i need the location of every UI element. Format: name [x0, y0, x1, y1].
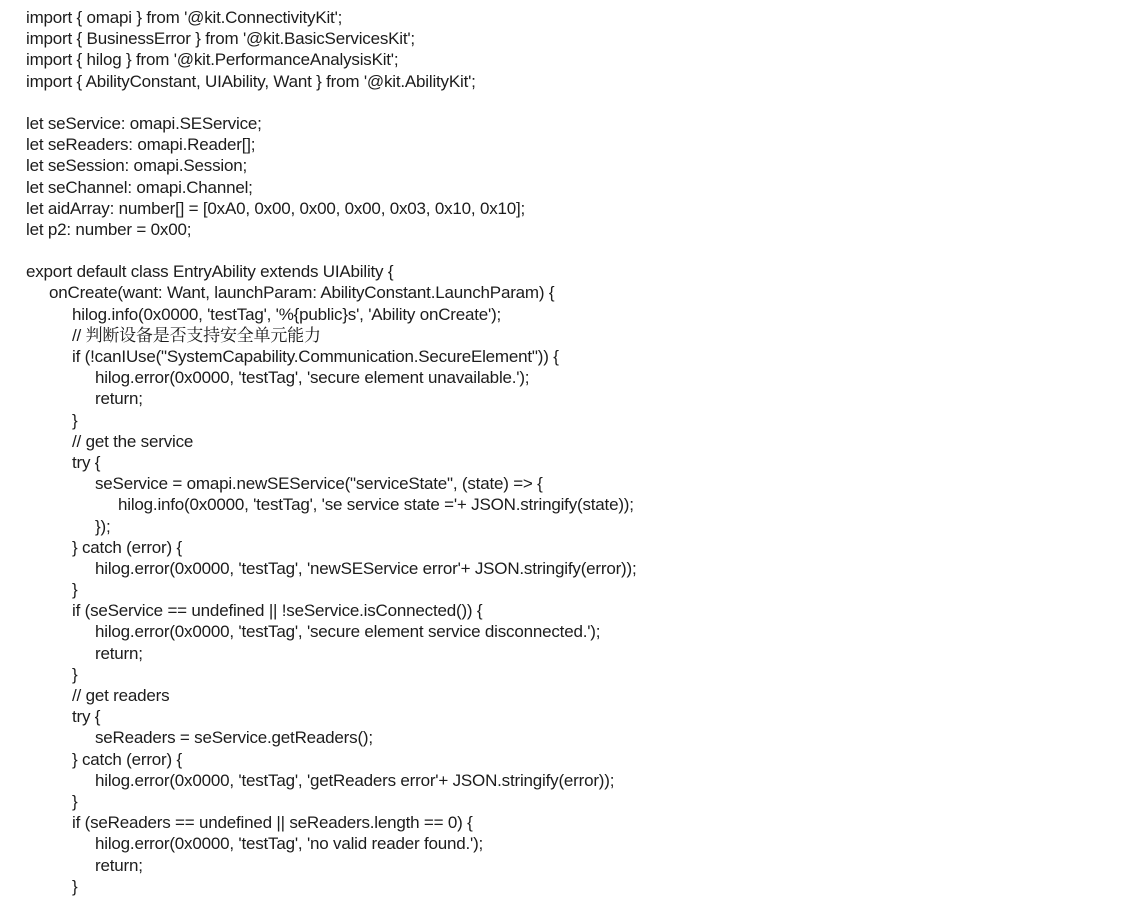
- code-line-6: let seService: omapi.SEService;: [26, 113, 262, 133]
- code-line-1: import { omapi } from '@kit.ConnectivityKit';: [26, 8, 343, 27]
- blank-line: [26, 92, 1142, 113]
- code-line-42: }: [72, 876, 78, 896]
- code-line-7: let seReaders: omapi.Reader[];: [26, 135, 256, 155]
- code-line-40: hilog.error(0x0000, 'testTag', 'no valid reader found.');: [95, 834, 484, 854]
- code-line-28: }: [72, 580, 78, 600]
- code-line-11: let p2: number = 0x00;: [26, 219, 192, 239]
- code-line-14: onCreate(want: Want, launchParam: AbilityConstant.LaunchParam) {: [49, 283, 555, 303]
- code-line-31: return;: [95, 643, 143, 663]
- code-line-33: // get readers: [72, 686, 170, 705]
- code-line-20: }: [72, 410, 78, 430]
- code-line-8: let seSession: omapi.Session;: [26, 156, 247, 176]
- code-line-24: hilog.info(0x0000, 'testTag', 'se service state ='+ JSON.stringify(state));: [118, 495, 634, 515]
- code-line-29: if (seService == undefined || !seService.isConnected()) {: [72, 601, 483, 621]
- code-line-23: seService = omapi.newSEService("serviceState", (state) => {: [95, 474, 543, 494]
- code-line-27: hilog.error(0x0000, 'testTag', 'newSEService error'+ JSON.stringify(error));: [95, 558, 637, 578]
- code-line-41: return;: [95, 855, 143, 875]
- code-line-3: import { hilog } from '@kit.PerformanceAnalysisKit';: [26, 50, 399, 70]
- code-line-2: import { BusinessError } from '@kit.BasicServicesKit';: [26, 29, 415, 49]
- code-line-22: try {: [72, 452, 101, 472]
- code-line-17: if (!canIUse("SystemCapability.Communication.SecureElement")) {: [72, 347, 559, 366]
- code-line-4: import { AbilityConstant, UIAbility, Want } from '@kit.AbilityKit';: [26, 71, 476, 91]
- code-line-39: if (seReaders == undefined || seReaders.length == 0) {: [72, 813, 473, 833]
- code-line-36: } catch (error) {: [72, 749, 182, 769]
- code-line-35: seReaders = seService.getReaders();: [95, 728, 373, 748]
- code-line-37: hilog.error(0x0000, 'testTag', 'getReaders error'+ JSON.stringify(error));: [95, 770, 615, 790]
- code-line-26: } catch (error) {: [72, 537, 182, 557]
- blank-line: [26, 240, 1142, 261]
- code-line-19: return;: [95, 389, 143, 409]
- code-line-10: let aidArray: number[] = [0xA0, 0x00, 0x00, 0x00, 0x03, 0x10, 0x10];: [26, 198, 526, 218]
- code-line-18: hilog.error(0x0000, 'testTag', 'secure element unavailable.');: [95, 368, 530, 388]
- code-line-21: // get the service: [72, 431, 194, 451]
- code-line-32: }: [72, 664, 78, 684]
- code-line-16: // 判断设备是否支持安全单元能力: [72, 325, 321, 345]
- code-line-13: export default class EntryAbility extends UIAbility {: [26, 262, 394, 282]
- code-line-34: try {: [72, 707, 101, 727]
- code-line-30: hilog.error(0x0000, 'testTag', 'secure element service disconnected.');: [95, 622, 601, 642]
- code-line-15: hilog.info(0x0000, 'testTag', '%{public}s', 'Ability onCreate');: [72, 304, 502, 324]
- code-line-25: });: [95, 516, 111, 536]
- code-line-38: }: [72, 791, 78, 811]
- code-line-9: let seChannel: omapi.Channel;: [26, 177, 253, 197]
